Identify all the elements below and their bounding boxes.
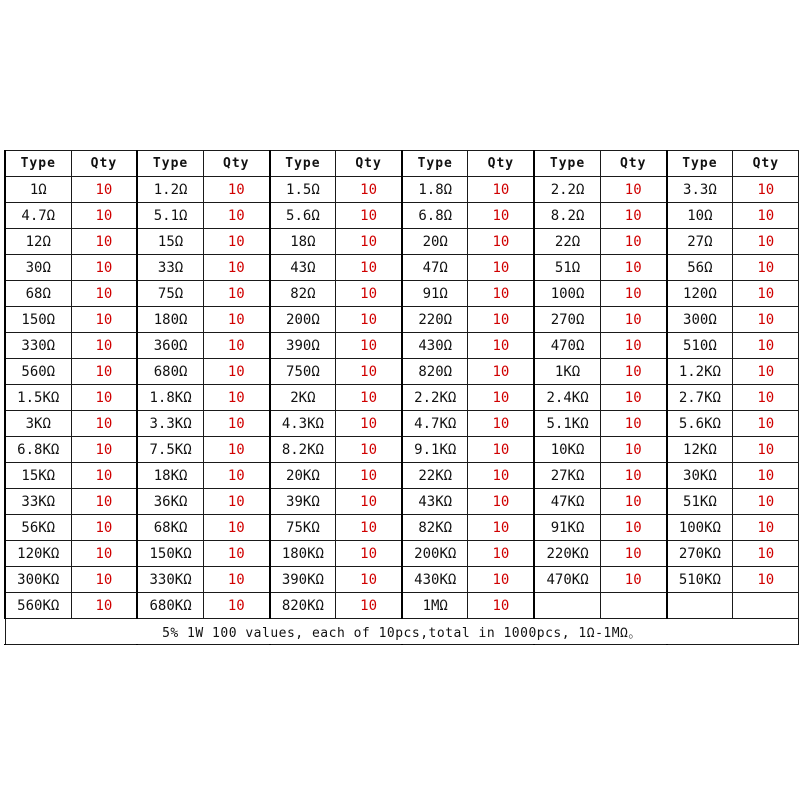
resistor-type-cell: 390KΩ (270, 567, 336, 593)
resistor-type-cell: 2KΩ (270, 385, 336, 411)
resistor-type-cell: 9.1KΩ (402, 437, 468, 463)
table-row (5, 489, 799, 515)
quantity-cell: 10 (468, 307, 534, 333)
table-row (5, 255, 799, 281)
resistor-type-cell: 51Ω (534, 255, 600, 281)
resistor-type-cell: 27Ω (667, 229, 733, 255)
quantity-cell: 10 (336, 489, 402, 515)
quantity-cell: 10 (203, 177, 269, 203)
resistor-type-cell: 10Ω (667, 203, 733, 229)
resistor-type-cell: 1.8Ω (402, 177, 468, 203)
quantity-cell: 10 (71, 437, 137, 463)
resistor-type-cell: 330KΩ (137, 567, 203, 593)
quantity-cell: 10 (468, 255, 534, 281)
footer-note: 5% 1W 100 values, each of 10pcs,total in 1000pcs, 1Ω-1MΩ。 (5, 619, 799, 645)
empty-cell (600, 593, 666, 619)
blank-cell (402, 645, 468, 646)
quantity-cell: 10 (203, 463, 269, 489)
empty-cell (733, 593, 799, 619)
quantity-cell: 10 (336, 333, 402, 359)
quantity-cell: 10 (203, 281, 269, 307)
quantity-cell: 10 (600, 281, 666, 307)
quantity-cell: 10 (203, 385, 269, 411)
blank-cell (600, 645, 666, 646)
resistor-type-cell: 56Ω (667, 255, 733, 281)
resistor-type-cell: 15Ω (137, 229, 203, 255)
resistor-type-cell: 3.3Ω (667, 177, 733, 203)
resistor-type-cell: 10KΩ (534, 437, 600, 463)
quantity-cell: 10 (600, 203, 666, 229)
resistor-type-cell: 120Ω (667, 281, 733, 307)
empty-cell (534, 593, 600, 619)
quantity-cell: 10 (733, 411, 799, 437)
quantity-cell: 10 (468, 541, 534, 567)
quantity-cell: 10 (600, 359, 666, 385)
quantity-cell: 10 (71, 463, 137, 489)
qty-header: Qty (600, 151, 666, 177)
resistor-type-cell: 5.1Ω (137, 203, 203, 229)
table-row (5, 359, 799, 385)
resistor-type-cell: 2.4KΩ (534, 385, 600, 411)
table-body (5, 177, 799, 619)
quantity-cell: 10 (600, 385, 666, 411)
resistor-type-cell: 30Ω (5, 255, 71, 281)
resistor-type-cell: 1.2Ω (137, 177, 203, 203)
resistor-type-cell: 820KΩ (270, 593, 336, 619)
quantity-cell: 10 (468, 281, 534, 307)
resistor-type-cell: 22KΩ (402, 463, 468, 489)
quantity-cell: 10 (71, 359, 137, 385)
resistor-type-cell: 300Ω (667, 307, 733, 333)
qty-header: Qty (71, 151, 137, 177)
type-header: Type (137, 151, 203, 177)
quantity-cell: 10 (203, 411, 269, 437)
resistor-value-table (4, 150, 799, 645)
resistor-type-cell: 1MΩ (402, 593, 468, 619)
quantity-cell: 10 (600, 411, 666, 437)
table-row (5, 515, 799, 541)
quantity-cell: 10 (468, 437, 534, 463)
quantity-cell: 10 (733, 463, 799, 489)
quantity-cell: 10 (468, 229, 534, 255)
qty-header: Qty (336, 151, 402, 177)
quantity-cell: 10 (600, 515, 666, 541)
qty-header: Qty (203, 151, 269, 177)
bottom-blank-row (5, 645, 799, 646)
resistor-type-cell: 1.5Ω (270, 177, 336, 203)
resistor-type-cell: 680KΩ (137, 593, 203, 619)
quantity-cell: 10 (203, 541, 269, 567)
table-row (5, 333, 799, 359)
resistor-type-cell: 5.6Ω (270, 203, 336, 229)
resistor-type-cell: 20Ω (402, 229, 468, 255)
quantity-cell: 10 (600, 255, 666, 281)
resistor-type-cell: 6.8Ω (402, 203, 468, 229)
resistor-type-cell: 12Ω (5, 229, 71, 255)
resistor-type-cell: 39KΩ (270, 489, 336, 515)
resistor-type-cell: 56KΩ (5, 515, 71, 541)
quantity-cell: 10 (71, 515, 137, 541)
resistor-type-cell: 220KΩ (534, 541, 600, 567)
resistor-type-cell: 15KΩ (5, 463, 71, 489)
quantity-cell: 10 (71, 489, 137, 515)
quantity-cell: 10 (733, 515, 799, 541)
table-row (5, 385, 799, 411)
blank-cell (667, 645, 733, 646)
blank-cell (5, 645, 71, 646)
resistor-type-cell: 390Ω (270, 333, 336, 359)
quantity-cell: 10 (71, 593, 137, 619)
quantity-cell: 10 (71, 307, 137, 333)
quantity-cell: 10 (203, 567, 269, 593)
quantity-cell: 10 (336, 281, 402, 307)
resistor-type-cell: 430KΩ (402, 567, 468, 593)
quantity-cell: 10 (203, 333, 269, 359)
type-header: Type (270, 151, 336, 177)
quantity-cell: 10 (600, 489, 666, 515)
type-header: Type (667, 151, 733, 177)
quantity-cell: 10 (336, 203, 402, 229)
quantity-cell: 10 (336, 307, 402, 333)
resistor-type-cell: 5.6KΩ (667, 411, 733, 437)
quantity-cell: 10 (733, 229, 799, 255)
quantity-cell: 10 (733, 489, 799, 515)
blank-cell (270, 645, 336, 646)
resistor-type-cell: 750Ω (270, 359, 336, 385)
quantity-cell: 10 (468, 463, 534, 489)
quantity-cell: 10 (733, 437, 799, 463)
quantity-cell: 10 (203, 593, 269, 619)
resistor-type-cell: 20KΩ (270, 463, 336, 489)
table-row (5, 307, 799, 333)
quantity-cell: 10 (600, 333, 666, 359)
resistor-type-cell: 220Ω (402, 307, 468, 333)
quantity-cell: 10 (336, 411, 402, 437)
resistor-type-cell: 7.5KΩ (137, 437, 203, 463)
quantity-cell: 10 (468, 203, 534, 229)
qty-header: Qty (468, 151, 534, 177)
quantity-cell: 10 (600, 177, 666, 203)
resistor-type-cell: 91Ω (402, 281, 468, 307)
quantity-cell: 10 (468, 411, 534, 437)
quantity-cell: 10 (71, 229, 137, 255)
resistor-type-cell: 47KΩ (534, 489, 600, 515)
resistor-type-cell: 91KΩ (534, 515, 600, 541)
quantity-cell: 10 (733, 307, 799, 333)
quantity-cell: 10 (600, 437, 666, 463)
resistor-type-cell: 120KΩ (5, 541, 71, 567)
blank-cell (534, 645, 600, 646)
resistor-type-cell: 680Ω (137, 359, 203, 385)
resistor-type-cell: 4.7Ω (5, 203, 71, 229)
table-row (5, 593, 799, 619)
quantity-cell: 10 (203, 255, 269, 281)
resistor-type-cell: 22Ω (534, 229, 600, 255)
resistor-type-cell: 8.2Ω (534, 203, 600, 229)
resistor-type-cell: 6.8KΩ (5, 437, 71, 463)
quantity-cell: 10 (71, 333, 137, 359)
resistor-type-cell: 470KΩ (534, 567, 600, 593)
resistor-type-cell: 1KΩ (534, 359, 600, 385)
quantity-cell: 10 (336, 541, 402, 567)
resistor-type-cell: 3.3KΩ (137, 411, 203, 437)
quantity-cell: 10 (203, 307, 269, 333)
quantity-cell: 10 (71, 255, 137, 281)
resistor-type-cell: 2.2KΩ (402, 385, 468, 411)
resistor-type-cell: 5.1KΩ (534, 411, 600, 437)
table-row (5, 177, 799, 203)
type-header: Type (5, 151, 71, 177)
quantity-cell: 10 (468, 333, 534, 359)
resistor-type-cell: 510Ω (667, 333, 733, 359)
quantity-cell: 10 (71, 385, 137, 411)
quantity-cell: 10 (71, 567, 137, 593)
quantity-cell: 10 (203, 437, 269, 463)
resistor-type-cell: 430Ω (402, 333, 468, 359)
quantity-cell: 10 (71, 281, 137, 307)
quantity-cell: 10 (203, 359, 269, 385)
resistor-type-cell: 180KΩ (270, 541, 336, 567)
quantity-cell: 10 (203, 203, 269, 229)
footer-note-row (5, 619, 799, 645)
resistor-type-cell: 270KΩ (667, 541, 733, 567)
resistor-type-cell: 1.2KΩ (667, 359, 733, 385)
resistor-type-cell: 100Ω (534, 281, 600, 307)
quantity-cell: 10 (336, 437, 402, 463)
resistor-type-cell: 47Ω (402, 255, 468, 281)
resistor-type-cell: 12KΩ (667, 437, 733, 463)
table-row (5, 463, 799, 489)
resistor-type-cell: 150KΩ (137, 541, 203, 567)
blank-cell (71, 645, 137, 646)
resistor-type-cell: 560Ω (5, 359, 71, 385)
type-header: Type (534, 151, 600, 177)
quantity-cell: 10 (71, 411, 137, 437)
table-row (5, 281, 799, 307)
resistor-type-cell: 30KΩ (667, 463, 733, 489)
quantity-cell: 10 (600, 541, 666, 567)
resistor-type-cell: 200KΩ (402, 541, 468, 567)
resistor-type-cell: 330Ω (5, 333, 71, 359)
resistor-type-cell: 470Ω (534, 333, 600, 359)
table-row (5, 203, 799, 229)
quantity-cell: 10 (468, 177, 534, 203)
resistor-type-cell: 820Ω (402, 359, 468, 385)
quantity-cell: 10 (733, 177, 799, 203)
resistor-type-cell: 68KΩ (137, 515, 203, 541)
resistor-type-cell: 8.2KΩ (270, 437, 336, 463)
resistor-type-cell: 1Ω (5, 177, 71, 203)
resistor-type-cell: 3KΩ (5, 411, 71, 437)
resistor-type-cell: 1.8KΩ (137, 385, 203, 411)
quantity-cell: 10 (733, 359, 799, 385)
blank-cell (733, 645, 799, 646)
quantity-cell: 10 (600, 567, 666, 593)
resistor-type-cell: 300KΩ (5, 567, 71, 593)
resistor-type-cell: 560KΩ (5, 593, 71, 619)
table-row (5, 541, 799, 567)
quantity-cell: 10 (203, 489, 269, 515)
quantity-cell: 10 (733, 203, 799, 229)
table-row (5, 567, 799, 593)
quantity-cell: 10 (336, 593, 402, 619)
resistor-type-cell: 4.7KΩ (402, 411, 468, 437)
blank-cell (336, 645, 402, 646)
quantity-cell: 10 (468, 359, 534, 385)
quantity-cell: 10 (336, 567, 402, 593)
resistor-type-cell: 33Ω (137, 255, 203, 281)
resistor-type-cell: 1.5KΩ (5, 385, 71, 411)
quantity-cell: 10 (733, 281, 799, 307)
quantity-cell: 10 (468, 515, 534, 541)
quantity-cell: 10 (336, 255, 402, 281)
resistor-type-cell: 36KΩ (137, 489, 203, 515)
resistor-type-cell: 43Ω (270, 255, 336, 281)
quantity-cell: 10 (733, 567, 799, 593)
resistor-type-cell: 4.3KΩ (270, 411, 336, 437)
resistor-type-cell: 43KΩ (402, 489, 468, 515)
empty-cell (667, 593, 733, 619)
quantity-cell: 10 (336, 359, 402, 385)
quantity-cell: 10 (733, 255, 799, 281)
blank-cell (203, 645, 269, 646)
quantity-cell: 10 (600, 229, 666, 255)
header-row (5, 151, 799, 177)
quantity-cell: 10 (336, 515, 402, 541)
resistor-type-cell: 200Ω (270, 307, 336, 333)
qty-header: Qty (733, 151, 799, 177)
quantity-cell: 10 (203, 229, 269, 255)
resistor-type-cell: 51KΩ (667, 489, 733, 515)
quantity-cell: 10 (468, 385, 534, 411)
resistor-type-cell: 75Ω (137, 281, 203, 307)
resistor-type-cell: 180Ω (137, 307, 203, 333)
table-row (5, 437, 799, 463)
quantity-cell: 10 (336, 385, 402, 411)
quantity-cell: 10 (468, 593, 534, 619)
quantity-cell: 10 (733, 541, 799, 567)
quantity-cell: 10 (71, 203, 137, 229)
resistor-type-cell: 18Ω (270, 229, 336, 255)
resistor-type-cell: 33KΩ (5, 489, 71, 515)
quantity-cell: 10 (71, 541, 137, 567)
resistor-type-cell: 270Ω (534, 307, 600, 333)
resistor-type-cell: 68Ω (5, 281, 71, 307)
table-row (5, 411, 799, 437)
resistor-type-cell: 2.7KΩ (667, 385, 733, 411)
type-header: Type (402, 151, 468, 177)
resistor-type-cell: 82Ω (270, 281, 336, 307)
quantity-cell: 10 (468, 567, 534, 593)
resistor-type-cell: 27KΩ (534, 463, 600, 489)
quantity-cell: 10 (336, 463, 402, 489)
resistor-type-cell: 2.2Ω (534, 177, 600, 203)
quantity-cell: 10 (71, 177, 137, 203)
quantity-cell: 10 (336, 229, 402, 255)
resistor-type-cell: 100KΩ (667, 515, 733, 541)
table-row (5, 229, 799, 255)
quantity-cell: 10 (733, 385, 799, 411)
resistor-type-cell: 150Ω (5, 307, 71, 333)
quantity-cell: 10 (600, 463, 666, 489)
resistor-type-cell: 360Ω (137, 333, 203, 359)
blank-cell (468, 645, 534, 646)
quantity-cell: 10 (203, 515, 269, 541)
resistor-type-cell: 18KΩ (137, 463, 203, 489)
resistor-type-cell: 510KΩ (667, 567, 733, 593)
resistor-type-cell: 75KΩ (270, 515, 336, 541)
resistor-type-cell: 82KΩ (402, 515, 468, 541)
quantity-cell: 10 (733, 333, 799, 359)
quantity-cell: 10 (336, 177, 402, 203)
blank-cell (137, 645, 203, 646)
quantity-cell: 10 (600, 307, 666, 333)
quantity-cell: 10 (468, 489, 534, 515)
